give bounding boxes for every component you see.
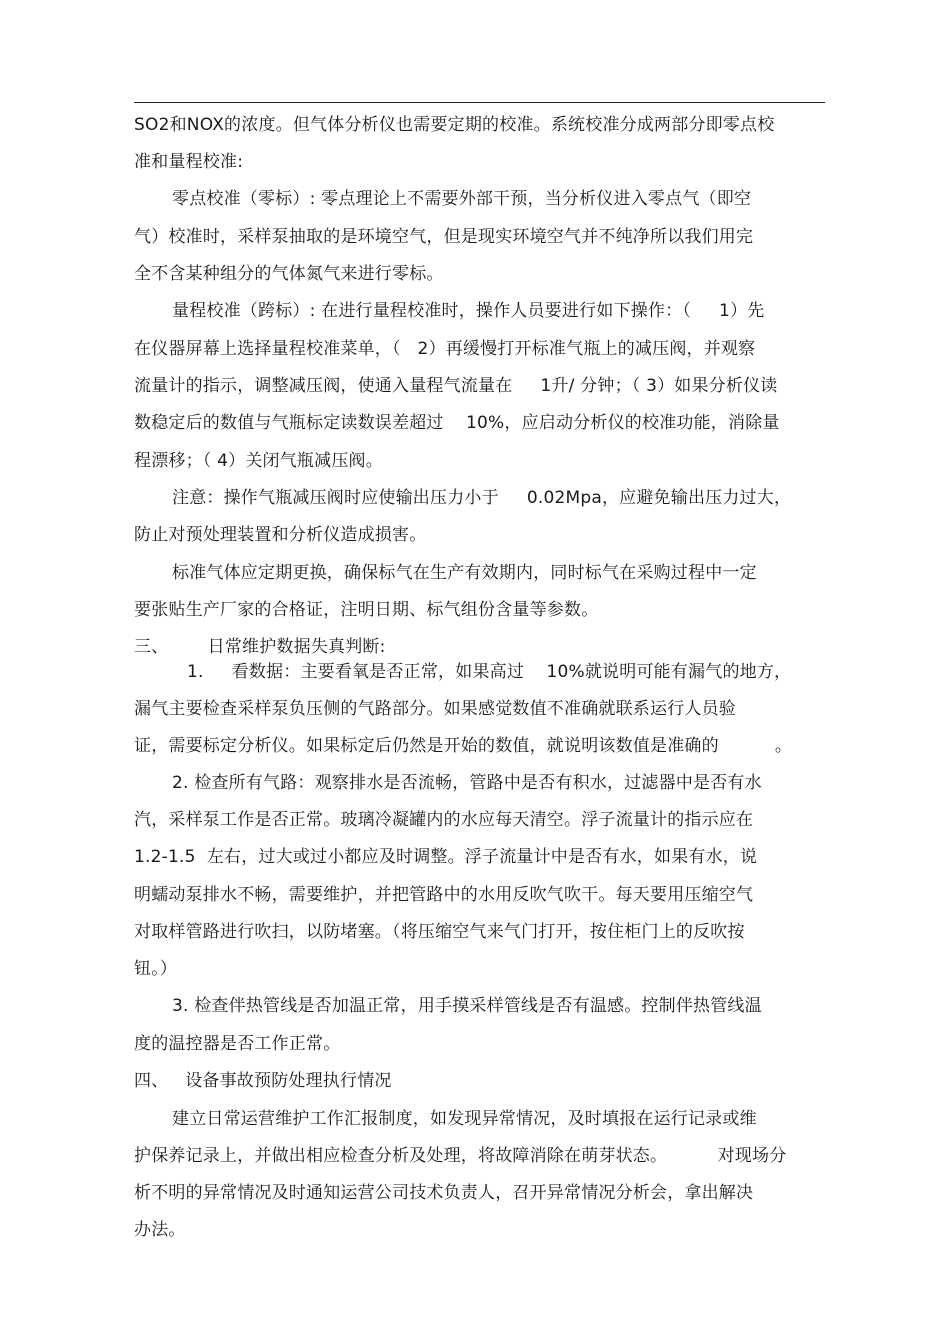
text-line: 程漂移；（ 4）关闭气瓶减压阀。 — [134, 451, 383, 471]
text-line: 2. 检查所有气路：观察排水是否流畅，管路中是否有积水，过滤器中是否有水 — [172, 773, 762, 793]
text-line: 量程校准（跨标）: 在进行量程校准时，操作人员要进行如下操作：（ 1）先 — [172, 301, 765, 321]
text-line: 办法。 — [134, 1220, 186, 1240]
text-line: 建立日常运营维护工作汇报制度，如发现异常情况，及时填报在运行记录或维 — [172, 1109, 757, 1129]
text-line: 护保养记录上，并做出相应检查分析及处理，将故障消除在萌芽状态。 对现场分 — [134, 1146, 787, 1166]
text-line: 全不含某种组分的气体氮气来进行零标。 — [134, 264, 444, 284]
text-line: 钮。） — [134, 959, 178, 979]
text-line: 在仪器屏幕上选择量程校准菜单，（ 2）再缓慢打开标准气瓶上的减压阀，并观察 — [134, 339, 756, 359]
text-line: 准和量程校准: — [134, 152, 244, 172]
text-line: 注意：操作气瓶减压阀时应使输出压力小于 0.02Mpa，应避免输出压力过大， — [172, 488, 792, 508]
text-line: 漏气主要检查采样泵负压侧的气路部分。如果感觉数值不准确就联系运行人员验 — [134, 699, 736, 719]
text-line: 气）校准时，采样泵抽取的是环境空气，但是现实环境空气并不纯净所以我们用完 — [134, 227, 754, 247]
text-line: 防止对预处理装置和分析仪造成损害。 — [134, 525, 427, 545]
section-heading: 三、 日常维护数据失真判断: — [134, 637, 386, 657]
text-line: 对取样管路进行吹扫，以防堵塞。（将压缩空气来气门打开，按住柜门上的反吹按 — [134, 922, 745, 942]
text-line: 数稳定后的数值与气瓶标定读数误差超过 10%，应启动分析仪的校准功能，消除量 — [134, 413, 780, 433]
header-rule — [134, 102, 825, 103]
text-line: SO2和NOX的浓度。但气体分析仪也需要定期的校准。系统校准分成两部分即零点校 — [134, 115, 775, 135]
text-line: 明蠕动泵排水不畅，需要维护，并把管路中的水用反吹气吹干。每天要用压缩空气 — [134, 885, 754, 905]
text-line: 析不明的异常情况及时通知运营公司技术负责人，召开异常情况分析会，拿出解决 — [134, 1183, 754, 1203]
section-heading: 四、 设备事故预防处理执行情况 — [134, 1071, 392, 1091]
text-line: 标准气体应定期更换，确保标气在生产有效期内，同时标气在采购过程中一定 — [172, 563, 757, 583]
text-line: 1. 看数据：主要看氧是否正常，如果高过 10%就说明可能有漏气的地方， — [187, 662, 792, 682]
text-line: 1.2-1.5 左右，过大或过小都应及时调整。浮子流量计中是否有水，如果有水，说 — [134, 847, 758, 867]
text-line: 汽，采样泵工作是否正常。玻璃冷凝罐内的水应每天清空。浮子流量计的指示应在 — [134, 810, 754, 830]
text-line: 流量计的指示，调整减压阀，使通入量程气流量在 1升/ 分钟；（ 3）如果分析仪读 — [134, 376, 778, 396]
text-line: 3. 检查伴热管线是否加温正常，用手摸采样管线是否有温感。控制伴热管线温 — [172, 996, 762, 1016]
text-line: 度的温控器是否工作正常。 — [134, 1034, 341, 1054]
text-line: 证，需要标定分析仪。如果标定后仍然是开始的数值，就说明该数值是准确的 。 — [134, 736, 793, 756]
text-line: 要张贴生产厂家的合格证，注明日期、标气组份含量等参数。 — [134, 600, 599, 620]
text-line: 零点校准（零标）: 零点理论上不需要外部干预，当分析仪进入零点气（即空 — [172, 189, 752, 209]
